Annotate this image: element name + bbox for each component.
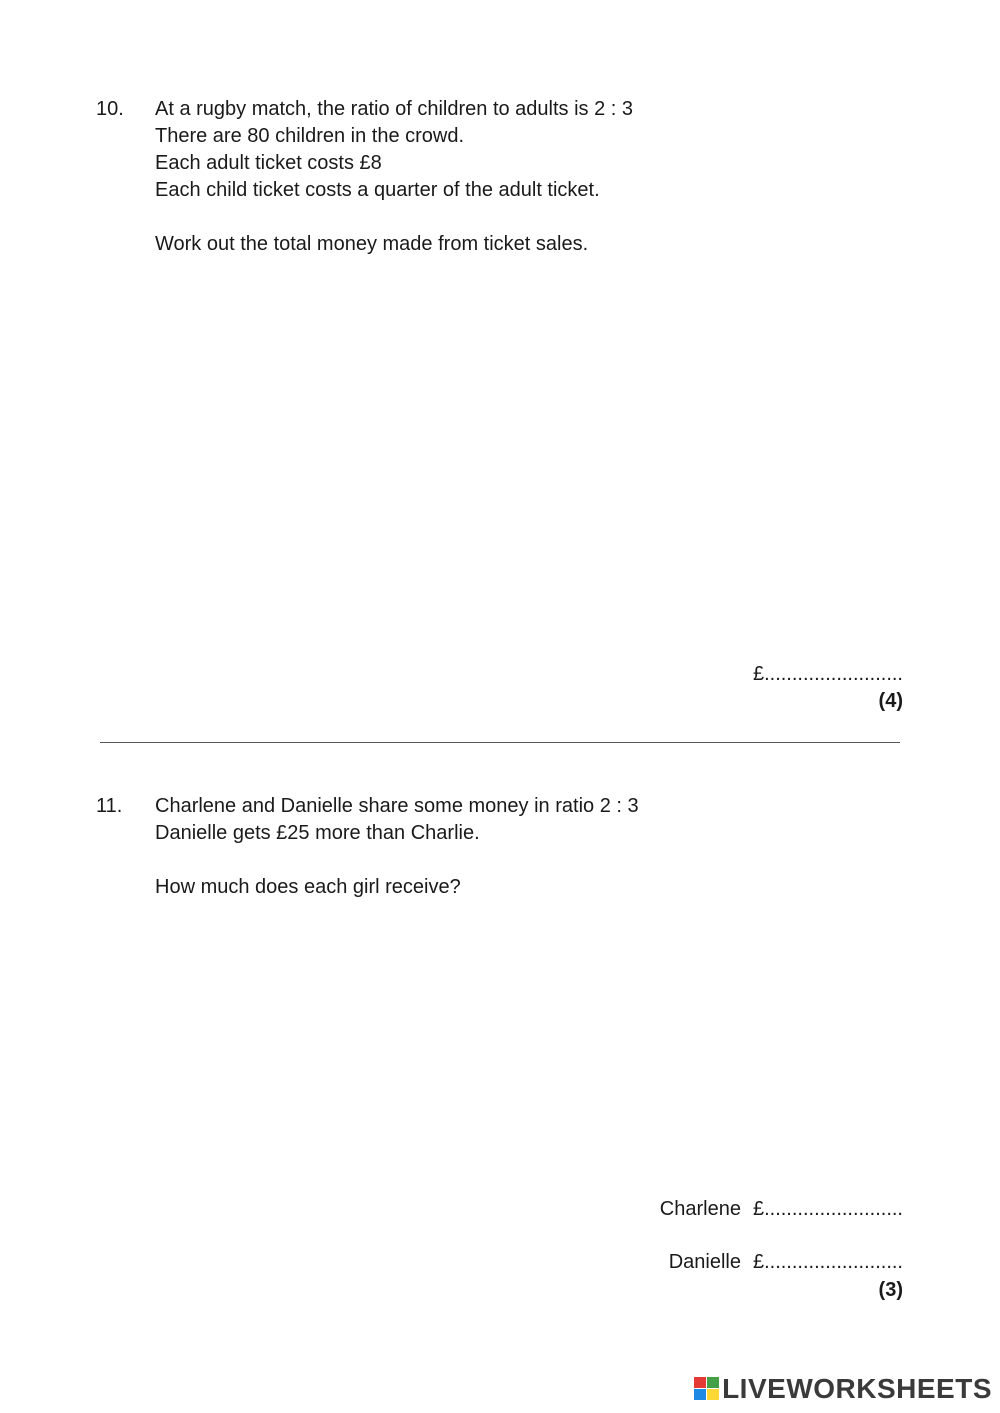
section-divider (100, 742, 900, 743)
question-11-line: Charlene and Danielle share some money in ratio 2 : 3 (155, 795, 639, 817)
charlene-label: Charlene (659, 1198, 741, 1220)
question-10-line: There are 80 children in the crowd. (155, 125, 465, 147)
question-10-instruction: Work out the total money made from ticket sales. (155, 233, 589, 255)
danielle-label: Danielle (668, 1251, 741, 1273)
danielle-answer-field[interactable]: £......................... (752, 1251, 903, 1273)
question-10-text (155, 96, 633, 258)
question-11-instruction: How much does each girl receive? (155, 876, 461, 898)
question-10-line: Each adult ticket costs £8 (155, 152, 382, 174)
charlene-answer-row (660, 1196, 903, 1223)
liveworksheets-logo (694, 1373, 992, 1405)
question-11-marks: (3) (878, 1279, 903, 1301)
question-10-line: Each child ticket costs a quarter of the adult ticket. (155, 179, 600, 201)
liveworksheets-logo-text: LIVEWORKSHEETS (722, 1373, 992, 1404)
question-11-text (155, 793, 639, 901)
question-10-line: At a rugby match, the ratio of children to adults is 2 : 3 (155, 98, 634, 120)
danielle-answer-row (669, 1249, 903, 1276)
question-10-number: 10. (96, 98, 124, 120)
question-10-answer-field[interactable] (753, 661, 903, 688)
answer-dots[interactable]: £......................... (752, 663, 903, 685)
question-11-number: 11. (96, 795, 123, 817)
question-11-line: Danielle gets £25 more than Charlie. (155, 822, 480, 844)
charlene-answer-field[interactable]: £......................... (752, 1198, 903, 1220)
liveworksheets-logo-icon (694, 1377, 720, 1401)
question-10-marks: (4) (878, 690, 903, 712)
